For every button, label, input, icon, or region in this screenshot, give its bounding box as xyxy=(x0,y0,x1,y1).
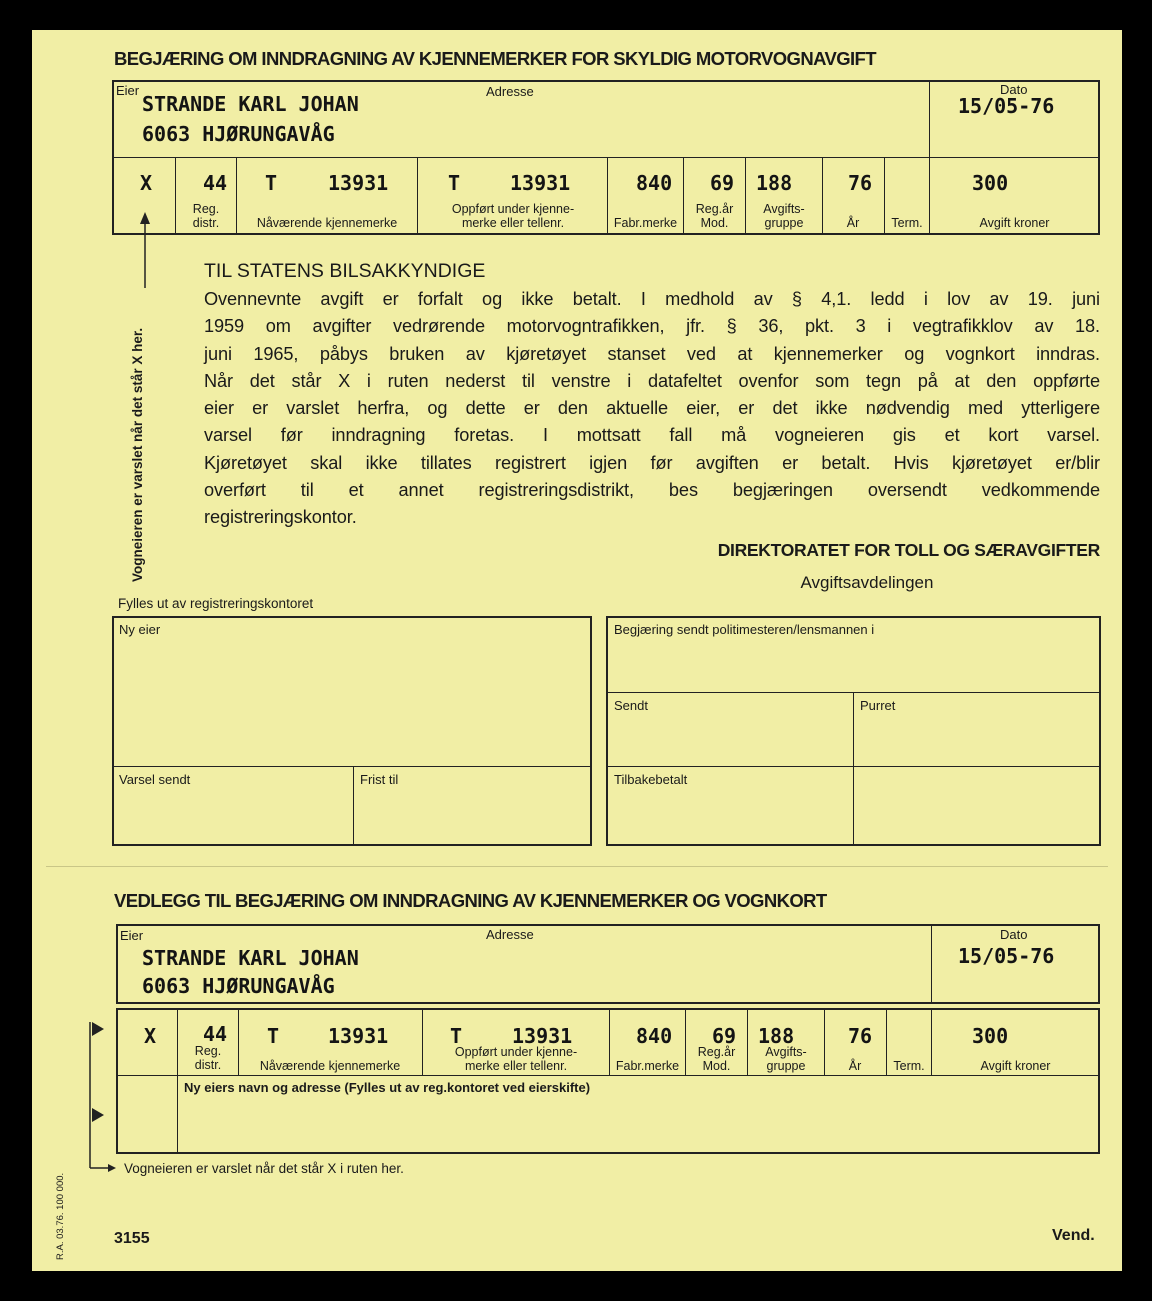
address-label: Adresse xyxy=(486,84,534,99)
side-note: Vogneieren er varslet når det står X her. xyxy=(130,327,145,582)
avgift-kroner-label-2: Avgift kroner xyxy=(980,1059,1051,1073)
form-number: 3155 xyxy=(114,1230,150,1247)
signature-dept: Avgiftsavdelingen xyxy=(800,573,934,592)
fabr-label: Fabr.merke xyxy=(613,216,678,230)
listed-letter-2: T xyxy=(450,1024,463,1048)
ar-value: 76 xyxy=(848,171,873,195)
date-label: Dato xyxy=(1000,82,1028,97)
signature-org: DIREKTORATET FOR TOLL OG SÆRAVGIFTER xyxy=(717,540,1100,560)
owner-name: STRANDE KARL JOHAN xyxy=(142,92,359,116)
owner-label: Eier xyxy=(116,83,140,98)
body-line: Kjøretøyet skal ikke tillates registrert igjen før avgiften er betalt. Hvis kjøretøyet er/blir xyxy=(204,452,1100,473)
varsel-sendt-label: Varsel sendt xyxy=(119,772,191,787)
x-mark: X xyxy=(140,171,153,195)
avgiftsgruppe-label: Avgifts- gruppe xyxy=(763,202,805,230)
body-line: Når det står X i ruten nederst til venstre i datafeltet ovenfor som tegn på at den oppførte xyxy=(204,370,1100,391)
perforation-line xyxy=(46,866,1108,867)
frist-til-label: Frist til xyxy=(360,772,399,787)
begjaering-label: Begjæring sendt politimesteren/lensmannen i xyxy=(614,622,875,637)
current-plate-label-2: Nåværende kjennemerke xyxy=(259,1059,401,1073)
listed-number: 13931 xyxy=(510,171,571,195)
form2-title: VEDLEGG TIL BEGJÆRING OM INNDRAGNING AV KJENNEMERKER OG VOGNKORT xyxy=(114,890,827,911)
reg-distr-value: 44 xyxy=(203,171,228,195)
plate-letter-2: T xyxy=(267,1024,280,1048)
print-code: R.A. 03.76. 100 000. xyxy=(55,1172,66,1260)
body-line: juni 1965, påbys bruken av kjøretøyet stanset ved at kjennemerker og vognkort inndras. xyxy=(204,343,1100,364)
regar-value-2: 69 xyxy=(712,1024,737,1048)
owner-address: 6063 HJØRUNGAVÅG xyxy=(142,122,335,146)
ar-label: År xyxy=(846,216,860,230)
date-label-2: Dato xyxy=(1000,927,1028,942)
body-line: varsel før inndragning foretas. I mottsatt fall må vogneieren gis et kort varsel. xyxy=(204,425,1100,446)
amount-value-2: 300 xyxy=(972,1024,1009,1048)
fabr-value: 840 xyxy=(636,171,673,195)
address-label-2: Adresse xyxy=(486,927,534,942)
avgiftsgruppe-value-2: 188 xyxy=(758,1024,795,1048)
fabr-value-2: 840 xyxy=(636,1024,673,1048)
new-owner-label: Ny eier xyxy=(119,622,161,637)
reg-distr-label-2: Reg. distr. xyxy=(194,1044,222,1072)
date-value-2: 15/05-76 xyxy=(958,944,1055,968)
x-mark-2: X xyxy=(144,1024,157,1048)
vend-label: Vend. xyxy=(1052,1227,1095,1244)
new-owner-box xyxy=(112,616,592,846)
reg-distr-label: Reg. distr. xyxy=(192,202,220,230)
term-label-2: Term. xyxy=(893,1059,925,1073)
regar-label: Reg.år Mod. xyxy=(695,202,734,230)
print-code-container xyxy=(54,1172,70,1260)
fabr-label-2: Fabr.merke xyxy=(615,1059,680,1073)
body-heading: TIL STATENS BILSAKKYNDIGE xyxy=(204,260,486,282)
current-plate-label: Nåværende kjennemerke xyxy=(256,216,398,230)
body-paragraph xyxy=(204,286,1100,532)
body-line: registreringskontor. xyxy=(204,507,357,528)
body-line: 1959 om avgifter vedrørende motorvogntrafikken, jfr. § 36, pkt. 3 i vegtrafikklov av 18. xyxy=(204,316,1100,337)
reg-distr-value-2: 44 xyxy=(203,1022,228,1046)
avgift-kroner-label: Avgift kroner xyxy=(979,216,1050,230)
listed-number-2: 13931 xyxy=(512,1024,573,1048)
listed-under-label: Oppført under kjenne- merke eller tellenr. xyxy=(451,202,575,230)
plate-number: 13931 xyxy=(328,171,389,195)
form-sheet xyxy=(32,30,1122,1271)
form1-title: BEGJÆRING OM INNDRAGNING AV KJENNEMERKER FOR SKYLDIG MOTORVOGNAVGIFT xyxy=(114,48,876,69)
regar-label-2: Reg.år Mod. xyxy=(697,1045,736,1073)
owner-address-2: 6063 HJØRUNGAVÅG xyxy=(142,974,335,998)
ar-label-2: År xyxy=(848,1059,862,1073)
body-line: Ovennevnte avgift er forfalt og ikke betalt. I medhold av § 4,1. ledd i lov av 19. juni xyxy=(204,289,1100,309)
registry-caption: Fylles ut av registreringskontoret xyxy=(118,596,314,611)
footer-note: Vogneieren er varslet når det står X i ruten her. xyxy=(124,1161,404,1176)
body-line: overført til et annet registreringsdistrikt, bes begjæringen oversendt vedkommende xyxy=(204,480,1100,501)
new-owner-address-label: Ny eiers navn og adresse (Fylles ut av reg.kontoret ved eierskifte) xyxy=(184,1080,591,1095)
date-value: 15/05-76 xyxy=(958,94,1055,118)
owner-label-2: Eier xyxy=(120,928,144,943)
plate-number-2: 13931 xyxy=(328,1024,389,1048)
pointer-bracket-icon xyxy=(82,1020,122,1180)
ar-value-2: 76 xyxy=(848,1024,873,1048)
purret-label: Purret xyxy=(860,698,896,713)
listed-letter: T xyxy=(448,171,461,195)
listed-under-label-2: Oppført under kjenne- merke eller tellenr. xyxy=(454,1045,578,1073)
tilbakebetalt-label: Tilbakebetalt xyxy=(614,772,688,787)
avgiftsgruppe-value: 188 xyxy=(756,171,793,195)
avgiftsgruppe-label-2: Avgifts- gruppe xyxy=(765,1045,807,1073)
amount-value: 300 xyxy=(972,171,1009,195)
sendt-label: Sendt xyxy=(614,698,648,713)
owner-name-2: STRANDE KARL JOHAN xyxy=(142,946,359,970)
body-line: eier er varslet herfra, og dette er den aktuelle eier, er det ikke nødvendig med ytterligere xyxy=(204,398,1100,419)
side-note-container xyxy=(132,292,158,582)
term-label: Term. xyxy=(891,216,923,230)
regar-value: 69 xyxy=(710,171,735,195)
plate-letter: T xyxy=(265,171,278,195)
